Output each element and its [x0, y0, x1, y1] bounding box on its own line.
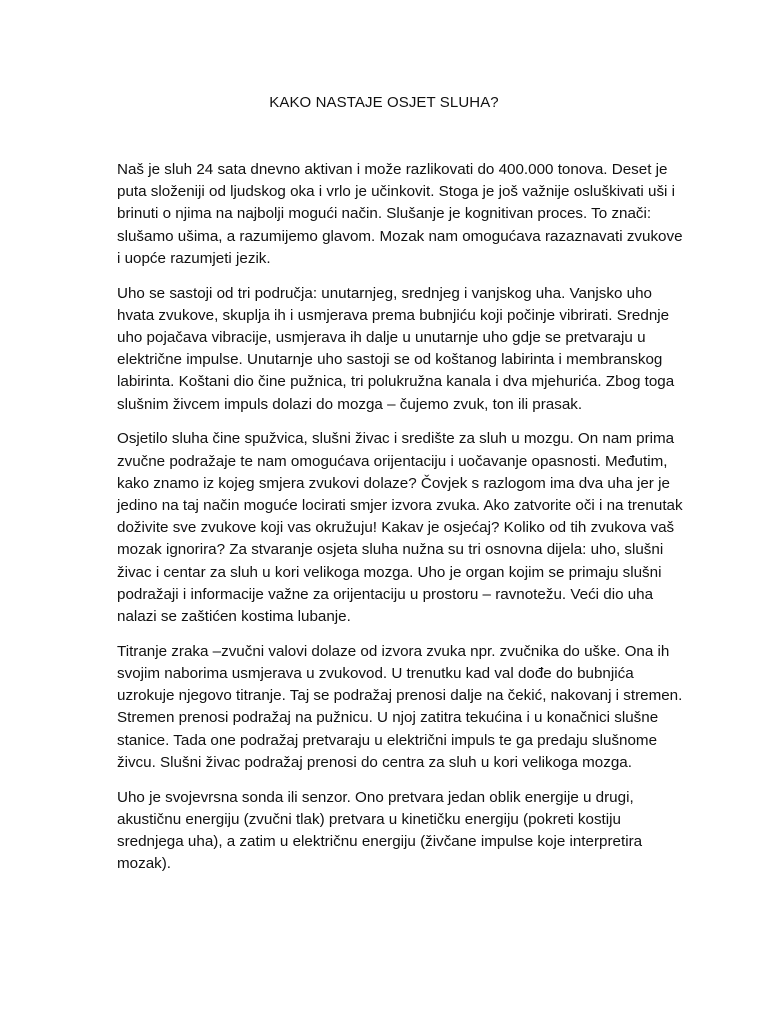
paragraph-2: Uho se sastoji od tri područja: unutarnjeg, srednjeg i vanjskog uha. Vanjsko uho hvata zvukove, skuplja ih i usmjerava prema bubnjiću koji počinje vibrirati. Srednje uho pojačava vibracije, usmjerava ih dalje u unutarnje uho gdje se pretvaraju u električne impulse. Unutarnje uho sastoji se od koštanog labirinta i membranskog labirinta. Koštani dio čine pužnica, tri polukružna kanala i dva mjehurića. Zbog toga slušnim živcem impuls dolazi do mozga – čujemo zvuk, ton ili prasak. — [117, 284, 675, 413]
paragraph-1: Naš je sluh 24 sata dnevno aktivan i može razlikovati do 400.000 tonova. Deset je puta složeniji od ljudskog oka i vrlo je učinkovit. Stoga je još važnije osluškivati uši i brinuti o njima na najbolji mogući način. Slušanje je kognitivan proces. To znači: slušamo ušima, a razumijemo glavom. Mozak nam omogućava razaznavati zvukove i uopće razumjeti jezik. — [117, 161, 683, 267]
paragraph-4: Titranje zraka –zvučni valovi dolaze od izvora zvuka npr. zvučnika do uške. Ona ih svojim naborima usmjerava u zvukovod. U trenutku kad val dođe do bubnjića uzrokuje njegovo titranje. Taj se podražaj prenosi dalje na čekić, nakovanj i stremen. Stremen prenosi podražaj na pužnicu. U njoj zatitra tekućina i u konačnici slušne stanice. Tada one podražaj pretvaraju u električni impuls te ga predaju slušnome živcu. Slušni živac podražaj prenosi do centra za sluh u kori velikoga mozga. — [117, 642, 683, 771]
paragraph-3: Osjetilo sluha čine spužvica, slušni živac i središte za sluh u mozgu. On nam prima zvučne podražaje te nam omogućava orijentaciju i uočavanje opasnosti. Međutim, kako znamo iz kojeg smjera zvukovi dolaze? Čovjek s razlogom ima dva uha jer je jedino na taj način moguće locirati smjer izvora zvuka. Ako zatvorite oči i na trenutak doživite sve zvukove koji vas okružuju! Kakav je osjećaj? Koliko od tih zvukova vaš mozak ignorira? Za stvaranje osjeta sluha nužna su tri osnovna dijela: uho, slušni živac i centar za sluh u kori velikoga mozga. Uho je organ kojim se primaju slušni podražaji i informacije važne za orijentaciju u prostoru – ravnotežu. Veći dio uha nalazi se zaštićen kostima lubanje. — [117, 430, 683, 626]
document-body — [117, 159, 689, 888]
document-title: KAKO NASTAJE OSJET SLUHA? — [269, 94, 499, 111]
paragraph-5: Uho je svojevrsna sonda ili senzor. Ono pretvara jedan oblik energije u drugi, akustičnu energiju (zvučni tlak) pretvara u kinetičku energiju (pokreti kostiju srednjega uha), a zatim u električnu energiju (živčane impulse koje interpretira mozak). — [117, 788, 643, 873]
